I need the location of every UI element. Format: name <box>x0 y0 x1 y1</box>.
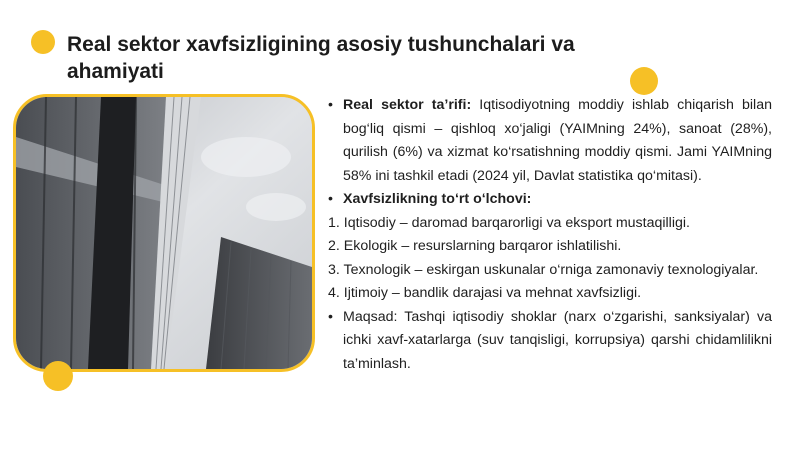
dimension-item-social: 4. Ijtimoiy – bandlik darajasi va mehnat xavfsizligi. <box>328 285 642 301</box>
photo-accent-dot <box>43 361 73 391</box>
bullet-icon: • <box>328 308 333 325</box>
bullet-icon: • <box>328 191 333 207</box>
definition-heading: Real sektor ta’rifi: <box>343 97 472 113</box>
page-title: Real sektor xavfsizligining asosiy tushunchalari va ahamiyati <box>67 33 575 83</box>
definition-text: Iqtisodiyotning moddiy ishlab chiqarish bilan bog‘liq qismi – qishloq xo‘jaligi (YAIMning 24%), sanoat (28%), qurilish (6%) va xizmat ko‘rsatishning moddiy qismi. Jami YAIMning 58% ini tashkil etadi (2024 yil, Davlat statistika qo‘mitasi). <box>343 97 772 184</box>
skyscrapers-illustration <box>16 97 312 369</box>
dimension-item-technological: 3. Texnologik – eskirgan uskunalar o‘rniga zamonaviy texnologiyalar. <box>328 261 759 278</box>
dimension-item-ecological: 2. Ekologik – resurslarning barqaror ishlatilishi. <box>328 238 622 254</box>
skyscrapers-photo <box>13 94 315 372</box>
title-accent-dot <box>31 30 55 54</box>
definition-bullet <box>328 94 772 188</box>
dimension-item-economic: 1. Iqtisodiy – daromad barqarorligi va eksport mustaqilligi. <box>328 214 690 231</box>
content-area <box>328 94 772 376</box>
bullet-icon: • <box>328 97 333 113</box>
goal-bullet <box>328 306 772 377</box>
dimensions-bullet <box>328 188 772 212</box>
goal-text: Maqsad: Tashqi iqtisodiy shoklar (narx o‘zgarishi, sanksiyalar) va ichki xavf-xatarlarga (suv tanqisligi, korrupsiya) qarshi chidamlilikni ta’minlash. <box>343 308 772 372</box>
dimensions-heading: Xavfsizlikning to‘rt o‘lchovi: <box>343 191 532 207</box>
